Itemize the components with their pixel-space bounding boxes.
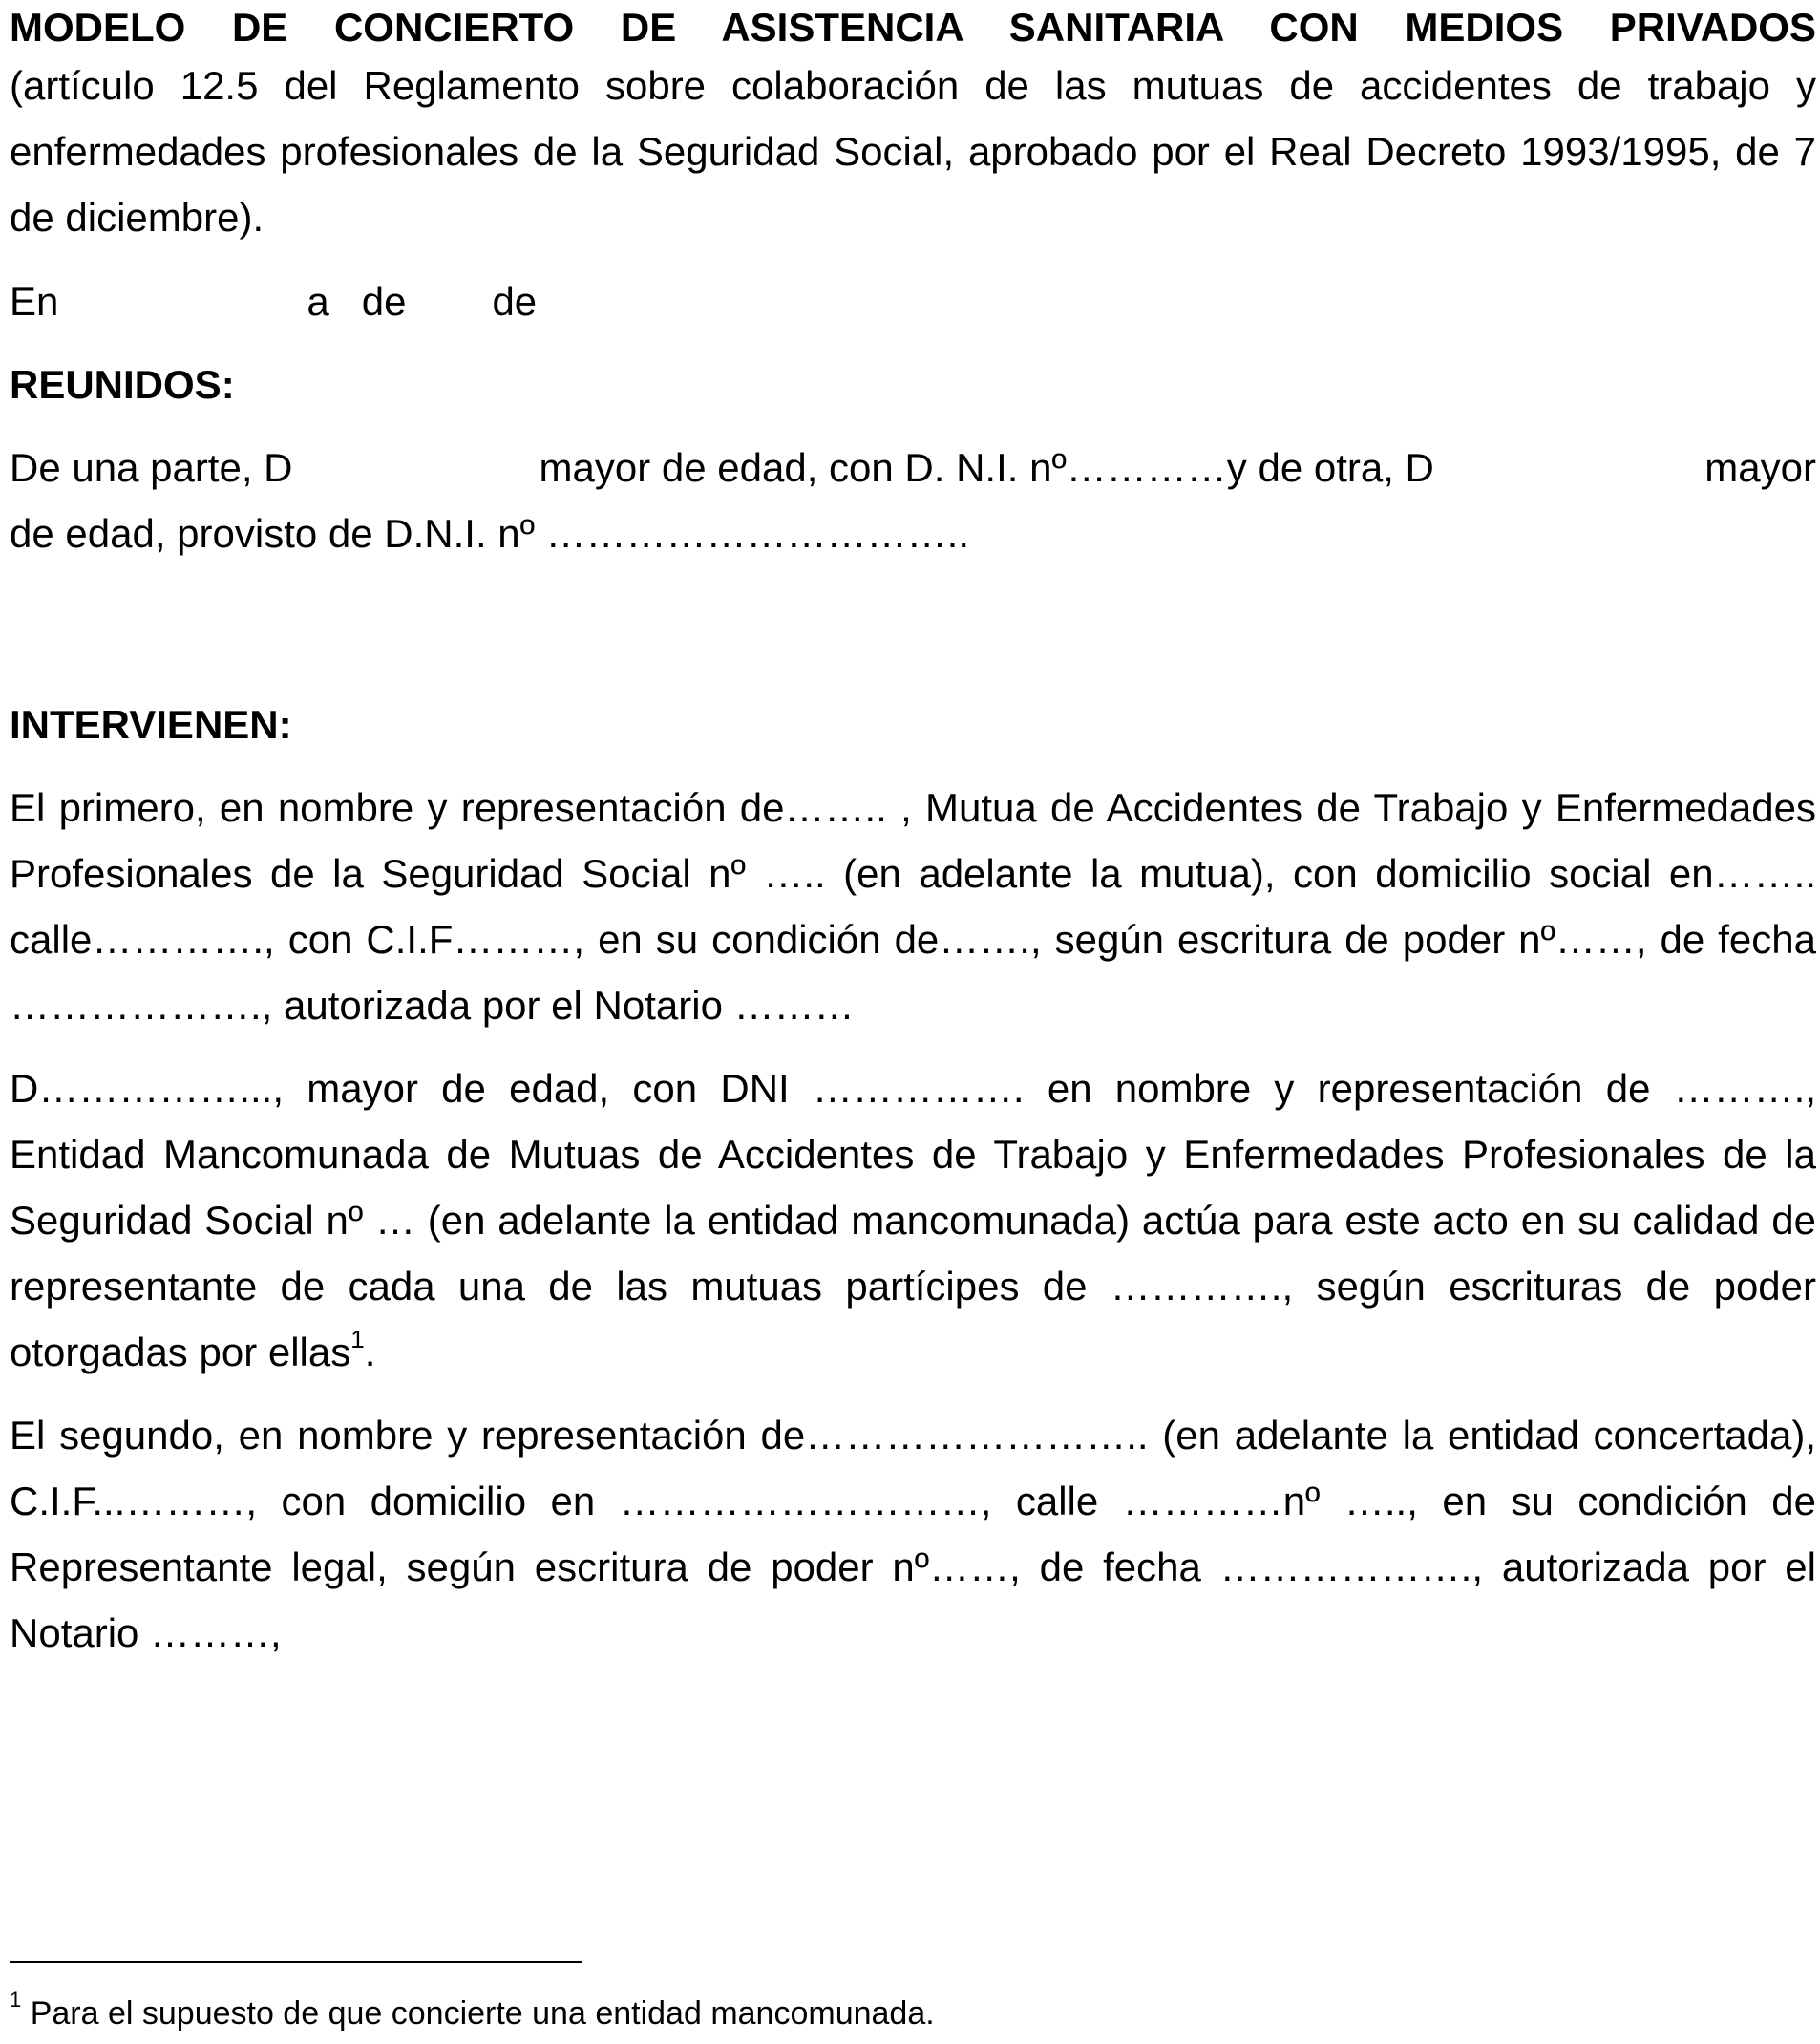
document-subtitle: (artículo 12.5 del Reglamento sobre colaboración de las mutuas de accidentes de trabajo y enfermedades profesionales de la Seguridad Social, aprobado por el Real Decreto 1993/1995, de 7 de diciembre). [10,63,1816,240]
document-page [10,0,1816,1666]
reunidos-part-2: mayor de edad, con D. N.I. nº…………y de otra, D [539,445,1434,490]
reunidos-line-1 [10,435,1816,500]
footnote-reference[interactable]: 1 [350,1325,365,1353]
reunidos-part-3: mayor [1704,445,1816,490]
document-title: MODELO DE CONCIERTO DE ASISTENCIA SANITARIA CON MEDIOS PRIVADOS [10,5,1816,50]
reunidos-part-1: De una parte, D [10,445,293,490]
reunidos-line-2: de edad, provisto de D.N.I. nº ………………………….. [10,511,969,556]
reunidos-paragraph [10,435,1816,566]
footnote-marker: 1 [10,1987,22,2012]
place-date-en: En [10,279,59,324]
footnote-text: Para el supuesto de que concierte una entidad mancomunada. [21,1995,935,2032]
place-date-de-1: de [361,279,407,324]
intervienen-heading: INTERVIENEN: [10,702,292,747]
reunidos-heading: REUNIDOS: [10,362,235,407]
place-date-de-2: de [492,279,538,324]
footnote [10,1987,935,2034]
paragraph-segundo: El segundo, en nombre y representación de…………………….. (en adelante la entidad concertada), C.I.F...………, con domicilio en ………………………, calle …………nº ….., en su condición de Representante legal, según escritura de poder nº……, de fecha ………………., autorizada por el Notario ………, [10,1413,1816,1655]
footnote-separator [10,1961,582,1963]
paragraph-entidad-mancomunada [10,1055,1816,1385]
place-date-line [10,268,1816,334]
paragraph-primero: El primero, en nombre y representación de…….. , Mutua de Accidentes de Trabajo y Enfermedades Profesionales de la Seguridad Social nº ….. (en adelante la mutua), con domicilio social en…….. calle…………., con C.I.F………, en su condición de……., según escritura de poder nº……, de fecha ………………., autorizada por el Notario ……… [10,785,1816,1028]
place-date-a: a [307,279,329,324]
paragraph-d-end: . [364,1330,376,1374]
paragraph-d-text: D……………..., mayor de edad, con DNI ……………. en nombre y representación de ………., Entidad Mancomunada de Mutuas de Accidentes de Trabajo y Enfermedades Profesionales de la Seguridad Social nº … (en adelante la entidad mancomunada) actúa para este acto en su calidad de representante de cada una de las mutuas partícipes de …………., según escrituras de poder otorgadas por ellas [10,1066,1816,1374]
